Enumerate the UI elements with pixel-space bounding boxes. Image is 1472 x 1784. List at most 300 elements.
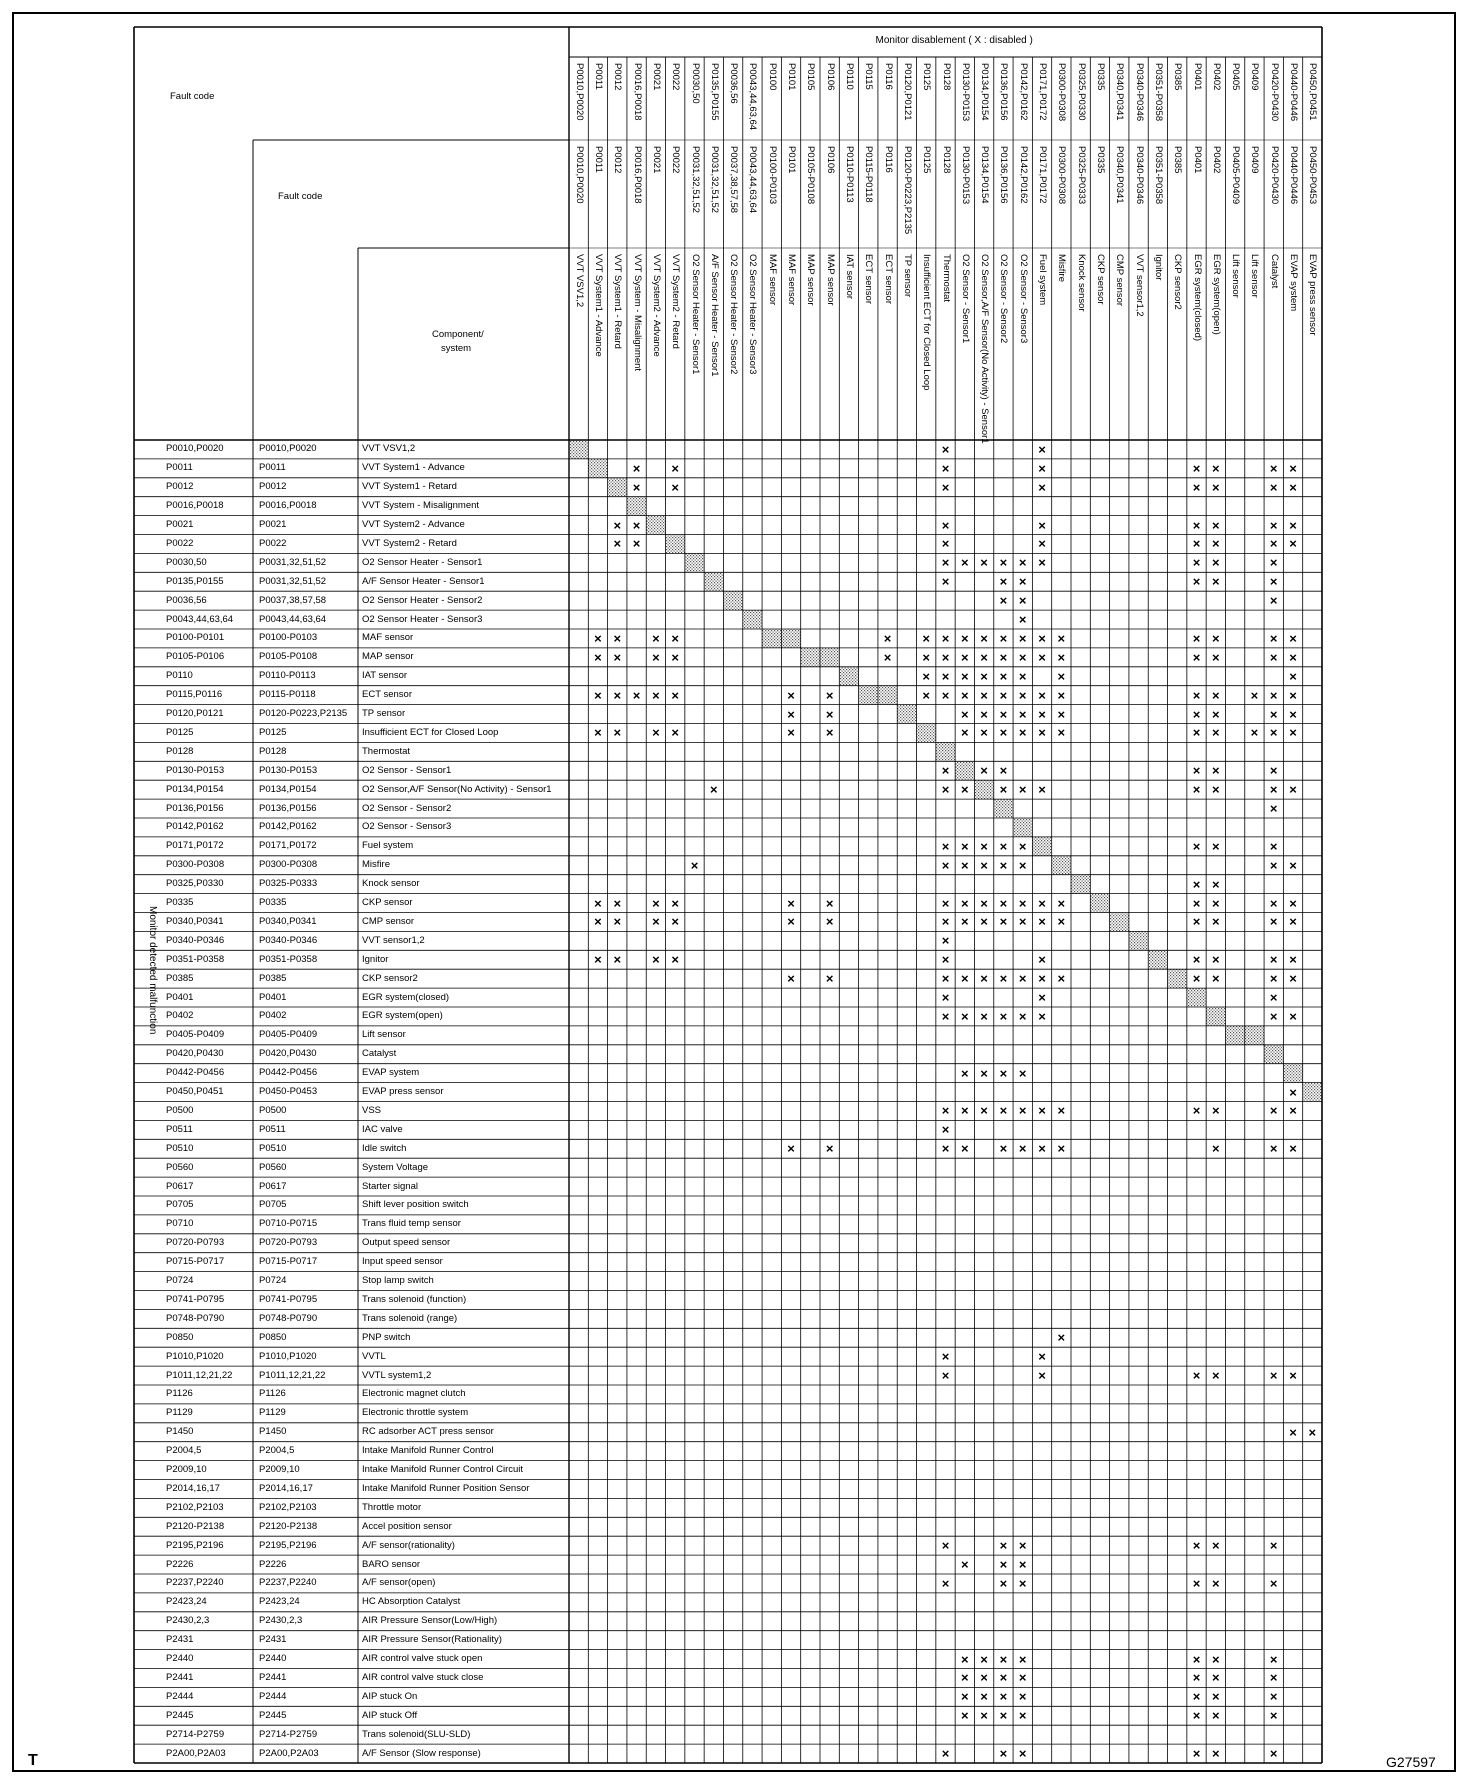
disable-mark: × (787, 895, 795, 911)
disable-mark: × (1289, 952, 1297, 968)
row-code2-label: P2102,P2103 (259, 1501, 317, 1513)
row-code-label: P0105-P0106 (166, 651, 225, 663)
disable-mark: × (1057, 649, 1066, 665)
disable-mark: × (1018, 1103, 1027, 1119)
disable-mark: × (922, 687, 930, 703)
row-component-label: Intake Manifold Runner Position Sensor (362, 1482, 530, 1494)
column-code-label: P0450,P0451 (1307, 63, 1319, 121)
disable-mark: × (941, 1008, 950, 1024)
disable-mark: × (941, 555, 950, 571)
column-code2-label: P0128 (940, 146, 952, 174)
row-component-label: Shift lever position switch (362, 1199, 469, 1211)
row-component-label: Accel position sensor (362, 1520, 452, 1532)
column-code2-label: P0116 (882, 146, 894, 173)
disable-mark: × (671, 649, 679, 665)
disable-mark: × (1038, 649, 1046, 665)
column-code-label: P0134,P0154 (979, 63, 991, 121)
disable-mark: × (1269, 801, 1278, 817)
disable-mark: × (1211, 876, 1220, 892)
row-component-label: A/F sensor(open) (362, 1577, 436, 1589)
disable-mark: × (1211, 1141, 1220, 1157)
disable-mark: × (1289, 668, 1297, 684)
disable-mark: × (980, 706, 988, 722)
disable-mark: × (960, 1141, 969, 1157)
disable-mark: × (960, 782, 969, 798)
disable-mark: × (1269, 1008, 1278, 1024)
shaded-cell (666, 535, 685, 554)
row-code-label: P0748-P0790 (166, 1312, 225, 1324)
row-code-label: P0016,P0018 (166, 500, 224, 512)
disable-mark: × (999, 574, 1008, 590)
row-component-label: Lift sensor (362, 1029, 406, 1041)
disable-mark: × (980, 1651, 988, 1667)
row-component-label: Idle switch (362, 1142, 407, 1154)
disable-mark: × (999, 1575, 1008, 1591)
disable-mark: × (1269, 971, 1278, 987)
row-component-label: Throttle motor (362, 1501, 422, 1513)
disable-mark: × (613, 952, 622, 968)
disable-mark: × (941, 649, 950, 665)
disable-mark: × (825, 725, 834, 741)
shaded-cell (762, 629, 781, 648)
disable-mark: × (941, 1538, 950, 1554)
column-code2-label: P0031,32,51,52 (708, 146, 720, 214)
disable-mark: × (980, 1065, 988, 1081)
column-component-label: O2 Sensor Heater - Sensor1 (689, 254, 701, 375)
disable-mark: × (1057, 971, 1066, 987)
row-component-label: VVT System - Misalignment (362, 500, 480, 512)
disable-mark: × (999, 895, 1008, 911)
row-code2-label: P0500 (259, 1104, 287, 1116)
column-code2-label: P0011 (592, 146, 604, 173)
row-code-label: P0030,50 (166, 556, 207, 568)
disable-mark: × (1211, 1575, 1220, 1591)
disable-mark: × (980, 857, 988, 873)
row-code2-label: P0115-P0118 (259, 689, 316, 701)
row-code2-label: P1126 (259, 1388, 286, 1400)
row-component-label: Trans fluid temp sensor (362, 1218, 461, 1230)
row-code-label: P1450 (166, 1426, 194, 1438)
disable-mark: × (613, 687, 622, 703)
row-code2-label: P0136,P0156 (259, 802, 317, 814)
disable-mark: × (1038, 687, 1046, 703)
disable-mark: × (1269, 1670, 1278, 1686)
disable-mark: × (1038, 460, 1046, 476)
shaded-cell (685, 553, 704, 572)
row-component-label: VSS (362, 1104, 382, 1116)
row-component-label: IAC valve (362, 1123, 403, 1135)
row-code2-label: P2444 (259, 1690, 287, 1702)
shaded-cell (608, 478, 627, 497)
row-code-label: P0511 (166, 1123, 193, 1135)
row-code2-label: P0340,P0341 (259, 915, 317, 927)
row-component-label: TP sensor (362, 708, 406, 720)
disable-mark: × (594, 725, 602, 741)
column-component-label: O2 Sensor - Sensor1 (959, 254, 971, 344)
column-code2-label: P0110-P0113 (843, 146, 855, 203)
column-component-label: Lift sensor (1249, 254, 1261, 298)
disable-mark: × (922, 649, 930, 665)
row-code2-label: P2441 (259, 1671, 287, 1683)
disable-mark: × (999, 706, 1008, 722)
row-code2-label: P0741-P0795 (259, 1293, 318, 1305)
column-code2-label: P0037,38,57,58 (728, 146, 740, 214)
disable-mark: × (1192, 1708, 1201, 1724)
row-component-label: HC Absorption Catalyst (362, 1596, 461, 1608)
disable-mark: × (787, 706, 795, 722)
row-code2-label: P0420,P0430 (259, 1048, 317, 1060)
column-component-label: VVT System1 - Retard (612, 254, 624, 349)
side-title: Monitor detected malfunction (147, 906, 158, 1035)
disable-mark: × (960, 838, 969, 854)
row-code2-label: P0402 (259, 1010, 287, 1022)
row-code2-label: P0031,32,51,52 (259, 575, 327, 587)
row-component-label: Trans solenoid (range) (362, 1312, 458, 1324)
disable-mark: × (1057, 687, 1066, 703)
row-code-label: P0325,P0330 (166, 878, 224, 890)
disable-mark: × (980, 668, 988, 684)
disable-mark: × (941, 479, 950, 495)
disable-mark: × (1211, 1368, 1220, 1384)
row-code-label: P0036,56 (166, 594, 207, 606)
row-code2-label: P0405-P0409 (259, 1029, 318, 1041)
disable-mark: × (1289, 895, 1297, 911)
column-code-label: P0409 (1249, 63, 1261, 91)
row-code2-label: P0031,32,51,52 (259, 556, 327, 568)
disable-mark: × (980, 763, 988, 779)
row-code2-label: P1010,P1020 (259, 1350, 317, 1362)
disable-mark: × (941, 1575, 950, 1591)
column-code-label: P0030,50 (689, 63, 701, 104)
fault-code2-header: Fault code (278, 191, 323, 202)
column-component-label: CKP sensor (1094, 254, 1106, 305)
disable-mark: × (1192, 971, 1201, 987)
disable-mark: × (1250, 725, 1259, 741)
shaded-cell (1206, 1007, 1225, 1026)
row-code-label: P0720-P0793 (166, 1237, 225, 1249)
column-component-label: CKP sensor2 (1172, 254, 1184, 310)
disable-mark: × (671, 914, 679, 930)
row-component-label: Thermostat (362, 745, 411, 757)
row-code2-label: P1011,12,21,22 (259, 1369, 326, 1381)
row-code-label: P0405-P0409 (166, 1029, 225, 1041)
column-code-label: P0405 (1230, 63, 1242, 91)
disable-mark: × (825, 687, 834, 703)
disable-mark: × (922, 668, 930, 684)
shaded-cell (1225, 1026, 1244, 1045)
disable-mark: × (1289, 1424, 1297, 1440)
disable-mark: × (1289, 971, 1297, 987)
shaded-cell (897, 705, 916, 724)
column-code-label: P0116 (882, 63, 894, 90)
disable-mark: × (1269, 706, 1278, 722)
disable-mark: × (883, 649, 892, 665)
column-code-label: P0136,P0156 (998, 63, 1010, 121)
row-code2-label: P0560 (259, 1161, 287, 1173)
disable-mark: × (1289, 1368, 1297, 1384)
disable-mark: × (825, 914, 834, 930)
disable-mark: × (1018, 630, 1027, 646)
disable-mark: × (1038, 630, 1046, 646)
row-code2-label: P0125 (259, 726, 287, 738)
disable-mark: × (999, 838, 1008, 854)
row-code2-label: P0120-P0223,P2135 (259, 708, 348, 720)
disable-mark: × (1289, 914, 1297, 930)
column-component-label: O2 Sensor - Sensor2 (998, 254, 1010, 344)
disable-mark: × (941, 1122, 950, 1138)
row-code2-label: P0351-P0358 (259, 953, 318, 965)
disable-mark: × (613, 895, 622, 911)
disable-mark: × (1211, 555, 1220, 571)
disable-mark: × (999, 668, 1008, 684)
column-code-label: P0402 (1210, 63, 1222, 91)
disable-mark: × (883, 630, 892, 646)
row-component-label: Knock sensor (362, 878, 420, 890)
disable-mark: × (1269, 1708, 1278, 1724)
column-component-label: Catalyst (1268, 254, 1280, 289)
disable-mark: × (941, 536, 950, 552)
column-component-label: Knock sensor (1075, 254, 1087, 312)
disable-mark: × (980, 1008, 988, 1024)
column-code2-label: P0142,P0162 (1017, 146, 1029, 204)
disable-mark: × (1289, 1008, 1297, 1024)
disable-mark: × (1211, 1651, 1220, 1667)
row-code-label: P0510 (166, 1142, 194, 1154)
disable-mark: × (1269, 838, 1278, 854)
row-code-label: P0120,P0121 (166, 708, 224, 720)
disable-mark: × (980, 895, 988, 911)
disable-mark: × (1269, 555, 1278, 571)
disable-mark: × (1289, 725, 1297, 741)
disable-mark: × (671, 895, 679, 911)
disable-mark: × (960, 1065, 969, 1081)
row-component-label: EGR system(open) (362, 1010, 443, 1022)
column-code2-label: P0401 (1191, 146, 1203, 174)
disable-mark: × (1018, 895, 1027, 911)
disable-mark: × (1211, 460, 1220, 476)
disable-mark: × (690, 857, 699, 873)
row-code-label: P0130-P0153 (166, 764, 225, 776)
row-component-label: A/F Sensor Heater - Sensor1 (362, 575, 485, 587)
row-component-label: Intake Manifold Runner Control (362, 1445, 494, 1457)
row-code-label: P0043,44,63,64 (166, 613, 234, 625)
row-code-label: P0011 (166, 462, 193, 474)
row-component-label: Trans solenoid(SLU-SLD) (362, 1728, 471, 1740)
shaded-cell (743, 610, 762, 629)
column-component-label: O2 Sensor - Sensor3 (1017, 254, 1029, 344)
disable-mark: × (1269, 952, 1278, 968)
column-code-label: P0171,P0172 (1037, 63, 1049, 121)
disable-mark: × (1211, 687, 1220, 703)
row-code-label: P2431 (166, 1634, 194, 1646)
column-code-label: P0036,56 (728, 63, 740, 104)
disable-mark: × (960, 555, 969, 571)
top-title: Monitor disablement ( X : disabled ) (875, 35, 1033, 46)
disable-mark: × (1269, 914, 1278, 930)
row-code2-label: P2430,2,3 (259, 1615, 303, 1627)
disable-mark: × (1038, 441, 1046, 457)
disable-mark: × (999, 1008, 1008, 1024)
row-code2-label: P0134,P0154 (259, 783, 317, 795)
disable-mark: × (941, 1746, 950, 1762)
disable-mark: × (999, 1538, 1008, 1554)
row-code-label: P0136,P0156 (166, 802, 224, 814)
row-code2-label: P2A00,P2A03 (259, 1747, 319, 1759)
disable-mark: × (1192, 536, 1201, 552)
shaded-cell (801, 648, 820, 667)
row-code2-label: P0715-P0717 (259, 1256, 318, 1268)
disable-mark: × (1211, 1670, 1220, 1686)
disable-mark: × (1211, 517, 1220, 533)
disable-mark: × (1018, 1538, 1027, 1554)
shaded-cell (723, 591, 742, 610)
row-code2-label: P2714-P2759 (259, 1728, 318, 1740)
column-code2-label: P0130-P0153 (959, 146, 971, 205)
row-code-label: P0450,P0451 (166, 1086, 224, 1098)
disable-mark: × (1038, 517, 1046, 533)
row-code-label: P2440 (166, 1653, 194, 1665)
disable-mark: × (1038, 479, 1046, 495)
row-code-label: P0115,P0116 (166, 689, 223, 701)
disable-mark: × (1269, 460, 1278, 476)
row-component-label: AIR Pressure Sensor(Rationality) (362, 1634, 502, 1646)
row-code-label: P0724 (166, 1275, 194, 1287)
disable-mark: × (1057, 630, 1066, 646)
disable-mark: × (980, 914, 988, 930)
disable-mark: × (980, 971, 988, 987)
disable-mark: × (1289, 517, 1297, 533)
disable-mark: × (960, 706, 969, 722)
row-component-label: Insufficient ECT for Closed Loop (362, 726, 499, 738)
disable-mark: × (1289, 479, 1297, 495)
disable-mark: × (941, 574, 950, 590)
disable-mark: × (1057, 1141, 1066, 1157)
row-code2-label: P0142,P0162 (259, 821, 317, 833)
row-code-label: P0710 (166, 1218, 194, 1230)
disable-mark: × (1211, 895, 1220, 911)
disable-mark: × (1289, 536, 1297, 552)
disable-mark: × (1289, 1103, 1297, 1119)
column-component-label: MAF sensor (766, 254, 778, 306)
column-component-label: MAP sensor (805, 254, 817, 306)
column-code2-label: P0134,P0154 (979, 146, 991, 204)
row-code-label: P0300-P0308 (166, 859, 225, 871)
column-code-label: P0115 (863, 63, 875, 90)
row-component-label: Stop lamp switch (362, 1275, 434, 1287)
row-code-label: P0560 (166, 1161, 194, 1173)
shaded-cell (820, 648, 839, 667)
disable-mark: × (1018, 668, 1027, 684)
column-code-label: P0016,P0018 (631, 63, 643, 121)
column-component-label: O2 Sensor Heater - Sensor3 (747, 254, 759, 375)
disable-mark: × (1018, 1065, 1027, 1081)
disable-mark: × (1269, 517, 1278, 533)
disable-mark: × (652, 725, 660, 741)
disable-mark: × (1018, 687, 1027, 703)
corner-mark: T (28, 1752, 38, 1769)
disable-mark: × (1269, 1538, 1278, 1554)
disable-mark: × (1018, 971, 1027, 987)
row-component-label: VVT System1 - Advance (362, 462, 465, 474)
disable-mark: × (1038, 782, 1046, 798)
row-code2-label: P0021 (259, 519, 287, 531)
disable-mark: × (1269, 1689, 1278, 1705)
disable-mark: × (1192, 687, 1201, 703)
row-code2-label: P0022 (259, 537, 287, 549)
figure-id: G27597 (1386, 1754, 1436, 1770)
disable-mark: × (960, 1651, 969, 1667)
component-header: Component/ (432, 329, 484, 340)
disable-mark: × (980, 838, 988, 854)
disable-mark: × (960, 1008, 969, 1024)
disable-mark: × (632, 479, 641, 495)
column-component-label: VVT System1 - Advance (592, 254, 604, 357)
row-component-label: VVT VSV1,2 (362, 443, 416, 455)
disable-mark: × (960, 1708, 969, 1724)
disable-mark: × (1250, 687, 1259, 703)
disable-mark: × (613, 517, 622, 533)
disable-mark: × (1038, 895, 1046, 911)
disable-mark: × (1018, 649, 1027, 665)
disable-mark: × (1192, 725, 1201, 741)
row-code2-label: P1129 (259, 1407, 286, 1419)
disable-mark: × (1018, 612, 1027, 628)
disable-mark: × (1192, 1575, 1201, 1591)
disable-mark: × (1018, 574, 1027, 590)
disable-mark: × (1018, 1008, 1027, 1024)
row-code-label: P2441 (166, 1671, 194, 1683)
disable-mark: × (1192, 1746, 1201, 1762)
disable-mark: × (999, 555, 1008, 571)
column-code2-label: P0420-P0430 (1268, 146, 1280, 205)
column-code2-label: P0340-P0346 (1133, 146, 1145, 205)
row-component-label: CKP sensor2 (362, 972, 418, 984)
disable-mark: × (941, 687, 950, 703)
row-code-label: P0010,P0020 (166, 443, 224, 455)
row-component-label: VVT System2 - Advance (362, 519, 465, 531)
disable-mark: × (1018, 593, 1027, 609)
row-component-label: Misfire (362, 859, 390, 871)
column-code2-label: P0351-P0358 (1152, 146, 1164, 205)
column-code-label: P0420-P0430 (1268, 63, 1280, 122)
disable-mark: × (1018, 857, 1027, 873)
disable-mark: × (1057, 914, 1066, 930)
row-code2-label: P0300-P0308 (259, 859, 318, 871)
column-component-label: Thermostat (940, 254, 952, 303)
row-component-label: AIP stuck On (362, 1690, 418, 1702)
disable-mark: × (1038, 555, 1046, 571)
disable-mark: × (1192, 706, 1201, 722)
row-component-label: O2 Sensor - Sensor2 (362, 802, 452, 814)
shaded-cell (1032, 837, 1051, 856)
row-code-label: P2714-P2759 (166, 1728, 225, 1740)
row-component-label: MAP sensor (362, 651, 414, 663)
disable-mark: × (960, 1689, 969, 1705)
disable-mark: × (709, 782, 718, 798)
row-code-label: P2226 (166, 1558, 194, 1570)
column-code-label: P0300-P0308 (1056, 63, 1068, 122)
row-code-label: P1129 (166, 1407, 193, 1419)
shaded-cell (588, 459, 607, 478)
disable-mark: × (1211, 574, 1220, 590)
row-code2-label: P0325-P0333 (259, 878, 318, 890)
shaded-cell (1071, 875, 1090, 894)
disable-mark: × (1269, 1103, 1278, 1119)
row-code-label: P0100-P0101 (166, 632, 225, 644)
disable-mark: × (787, 971, 795, 987)
row-component-label: O2 Sensor Heater - Sensor3 (362, 613, 483, 625)
disable-mark: × (1211, 1708, 1220, 1724)
